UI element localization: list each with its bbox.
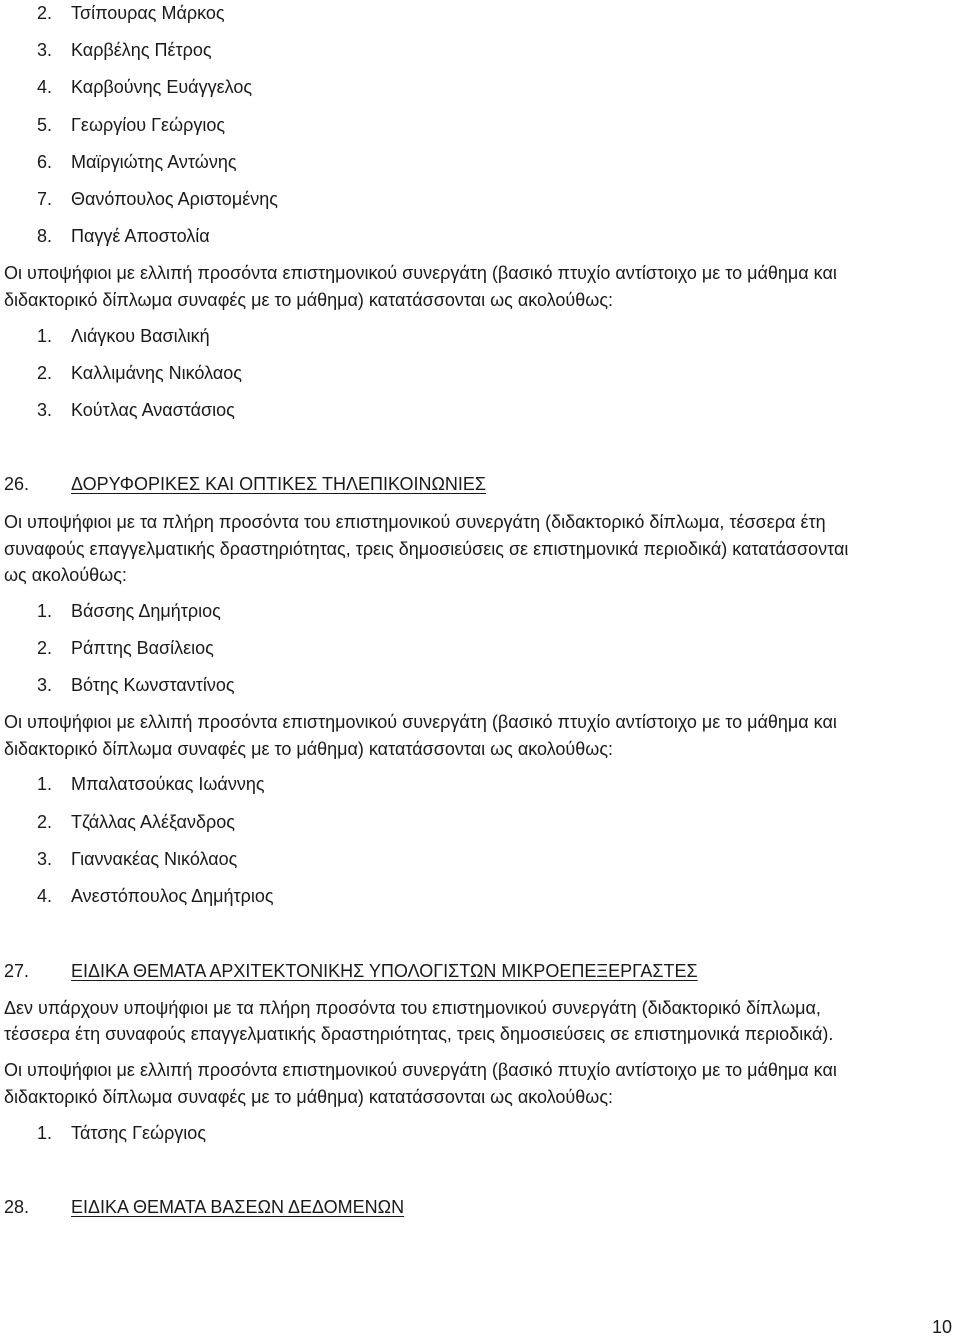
list-item-number: 2. [37,3,53,23]
list-item-number: 3. [37,675,53,695]
section-title: ΕΙΔΙΚΑ ΘΕΜΑΤΑ ΒΑΣΕΩΝ ΔΕΔΟΜΕΝΩΝ [71,1197,405,1217]
paragraph-line: Οι υποψήφιοι με ελλιπή προσόντα επιστημονικού συνεργάτη (βασικό πτυχίο αντίστοιχο με το μάθημα και [4,1060,837,1080]
list-item-name: Λιάγκου Βασιλική [71,326,210,346]
list-item-number: 6. [37,152,53,172]
list-item-number: 2. [37,638,53,658]
paragraph-line: Οι υποψήφιοι με ελλιπή προσόντα επιστημονικού συνεργάτη (βασικό πτυχίο αντίστοιχο με το μάθημα και [4,263,837,283]
section-number: 28. [4,1197,30,1217]
list-item-number: 5. [37,115,53,135]
list-item-name: Παγγέ Αποστολία [71,226,210,246]
list-item-name: Τζάλλας Αλέξανδρος [71,812,235,832]
list-item-number: 1. [37,774,53,794]
list-item-name: Καλλιμάνης Νικόλαος [71,363,242,383]
list-item-name: Γεωργίου Γεώργιος [71,115,226,135]
page-number: 10 [931,1317,952,1337]
list-item-number: 4. [37,886,53,906]
paragraph-line: Οι υποψήφιοι με ελλιπή προσόντα επιστημονικού συνεργάτη (βασικό πτυχίο αντίστοιχο με το μάθημα και [4,712,837,732]
paragraph-line: συναφούς επαγγελματικής δραστηριότητας, τρεις δημοσιεύσεις σε επιστημονικά περιοδικά) κατατάσσονται [4,539,849,559]
paragraph-line: διδακτορικό δίπλωμα συναφές με το μάθημα) κατατάσσονται ως ακολούθως: [4,1087,614,1107]
list-item-name: Ράπτης Βασίλειος [71,638,214,658]
list-item-name: Κούτλας Αναστάσιος [71,400,235,420]
list-item-number: 8. [37,226,53,246]
list-item-number: 1. [37,326,53,346]
paragraph-line: διδακτορικό δίπλωμα συναφές με το μάθημα) κατατάσσονται ως ακολούθως: [4,290,614,310]
list-item-number: 3. [37,40,53,60]
list-item-name: Τσίπουρας Μάρκος [71,3,225,23]
list-item-name: Θανόπουλος Αριστομένης [71,189,278,209]
list-item-name: Μπαλατσούκας Ιωάννης [71,774,265,794]
paragraph-line: τέσσερα έτη συναφούς επαγγελματικής δραστηριότητας, τρεις δημοσιεύσεις σε επιστημονικά περιοδικά). [4,1024,834,1044]
list-item-name: Ανεστόπουλος Δημήτριος [71,886,274,906]
list-item-name: Καρβέλης Πέτρος [71,40,212,60]
list-item-name: Καρβούνης Ευάγγελος [71,77,253,97]
list-item-name: Τάτσης Γεώργιος [71,1123,206,1143]
section-number: 26. [4,474,30,494]
list-item-number: 2. [37,363,53,383]
list-item-number: 2. [37,812,53,832]
section-title: ΔΟΡΥΦΟΡΙΚΕΣ ΚΑΙ ΟΠΤΙΚΕΣ ΤΗΛΕΠΙΚΟΙΝΩΝΙΕΣ [71,474,487,494]
paragraph-line: Δεν υπάρχουν υποψήφιοι με τα πλήρη προσόντα του επιστημονικού συνεργάτη (διδακτορικό δίπλωμα, [4,998,821,1018]
list-item-name: Γιαννακέας Νικόλαος [71,849,238,869]
list-item-number: 3. [37,400,53,420]
list-item-number: 1. [37,1123,53,1143]
paragraph-line: ως ακολούθως: [4,565,127,585]
section-title: ΕΙΔΙΚΑ ΘΕΜΑΤΑ ΑΡΧΙΤΕΚΤΟΝΙΚΗΣ ΥΠΟΛΟΓΙΣΤΩΝ ΜΙΚΡΟΕΠΕΞΕΡΓΑΣΤΕΣ [71,961,698,981]
list-item-name: Βότης Κωνσταντίνος [71,675,235,695]
paragraph-line: Οι υποψήφιοι με τα πλήρη προσόντα του επιστημονικού συνεργάτη (διδακτορικό δίπλωμα, τέσσερα έτη [4,512,826,532]
list-item-number: 4. [37,77,53,97]
list-item-number: 7. [37,189,53,209]
list-item-name: Βάσσης Δημήτριος [71,601,221,621]
section-number: 27. [4,961,30,981]
list-item-number: 1. [37,601,53,621]
paragraph-line: διδακτορικό δίπλωμα συναφές με το μάθημα) κατατάσσονται ως ακολούθως: [4,739,614,759]
list-item-number: 3. [37,849,53,869]
list-item-name: Μαϊργιώτης Αντώνης [71,152,237,172]
